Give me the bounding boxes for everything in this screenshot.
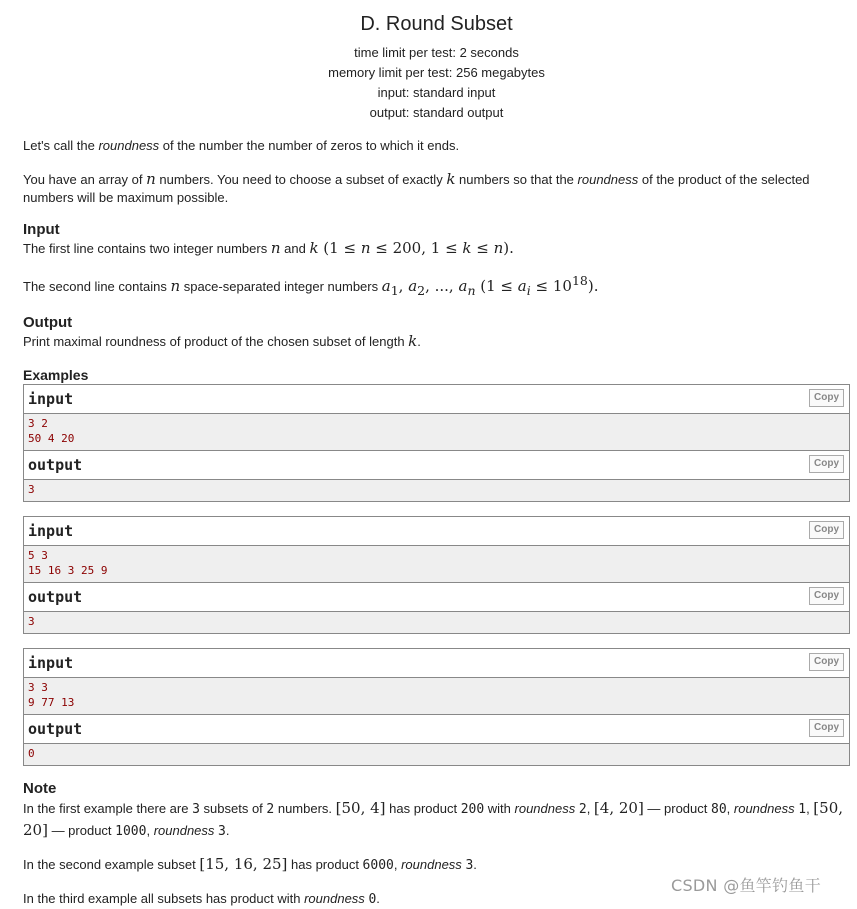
memory-limit: memory limit per test: 256 megabytes (328, 65, 545, 80)
input-label: input (28, 654, 74, 672)
output-header (24, 583, 849, 612)
note-paragraph-1: In the first example there are 3 subsets of 2 numbers. [50, 4] has product 200 with roundness 2, [4, 20] — product 80, roundness 1, [50, 20] — product 1000, roundness 3. (23, 799, 844, 839)
note-paragraph-3: In the third example all subsets has product with roundness 0. (23, 891, 380, 907)
input-data: 3 3 9 77 13 (24, 678, 849, 715)
output-section-title: Output (23, 314, 73, 331)
input-data: 5 3 15 16 3 25 9 (24, 546, 849, 583)
input-header (24, 649, 849, 678)
copy-input-button[interactable]: Copy (809, 521, 844, 539)
output-description: Print maximal roundness of product of the chosen subset of length k. (23, 332, 421, 350)
input-header (24, 517, 849, 546)
output-label: output (28, 588, 83, 606)
input-label: input (28, 522, 74, 540)
note-title: Note (23, 780, 57, 797)
output-header (24, 451, 849, 480)
input-label: input (28, 390, 74, 408)
example-test-2 (23, 516, 850, 634)
input-line-1: The first line contains two integer numbers n and k (1 ≤ n ≤ 200, 1 ≤ k ≤ n). (23, 239, 514, 257)
problem-limits (23, 43, 850, 123)
csdn-watermark: CSDN @鱼竿钓鱼干 (671, 876, 822, 895)
output-label: output (28, 720, 83, 738)
input-data: 3 2 50 4 20 (24, 414, 849, 451)
copy-input-button[interactable]: Copy (809, 389, 844, 407)
examples-title: Examples (23, 367, 89, 383)
output-data: 3 (24, 480, 849, 501)
example-test-1 (23, 384, 850, 502)
problem-statement (23, 0, 850, 909)
problem-title: D. Round Subset (360, 13, 513, 35)
output-data: 3 (24, 612, 849, 633)
copy-output-button[interactable]: Copy (809, 719, 844, 737)
input-line-2: The second line contains n space-separated integer numbers $a_1$, $a_2$, ..., $a_n$ $(1 \le a_i \le 10^{18})$. (23, 273, 599, 298)
copy-output-button[interactable]: Copy (809, 455, 844, 473)
example-test-3 (23, 648, 850, 766)
input-header (24, 385, 849, 414)
output-data: 0 (24, 744, 849, 765)
output-label: output (28, 456, 83, 474)
input-file: input: standard input (377, 85, 496, 100)
legend-paragraph-1: Let's call the roundness of the number the number of zeros to which it ends. (23, 138, 460, 153)
output-header (24, 715, 849, 744)
time-limit: time limit per test: 2 seconds (354, 45, 519, 60)
note-paragraph-2: In the second example subset [15, 16, 25] has product 6000, roundness 3. (23, 855, 477, 873)
legend-paragraph-2: You have an array of n numbers. You need to choose a subset of exactly k numbers so that the roundness of the product of the selected numbers will be maximum possible. (23, 170, 810, 205)
output-file: output: standard output (369, 105, 504, 120)
copy-output-button[interactable]: Copy (809, 587, 844, 605)
input-section-title: Input (23, 221, 60, 238)
copy-input-button[interactable]: Copy (809, 653, 844, 671)
